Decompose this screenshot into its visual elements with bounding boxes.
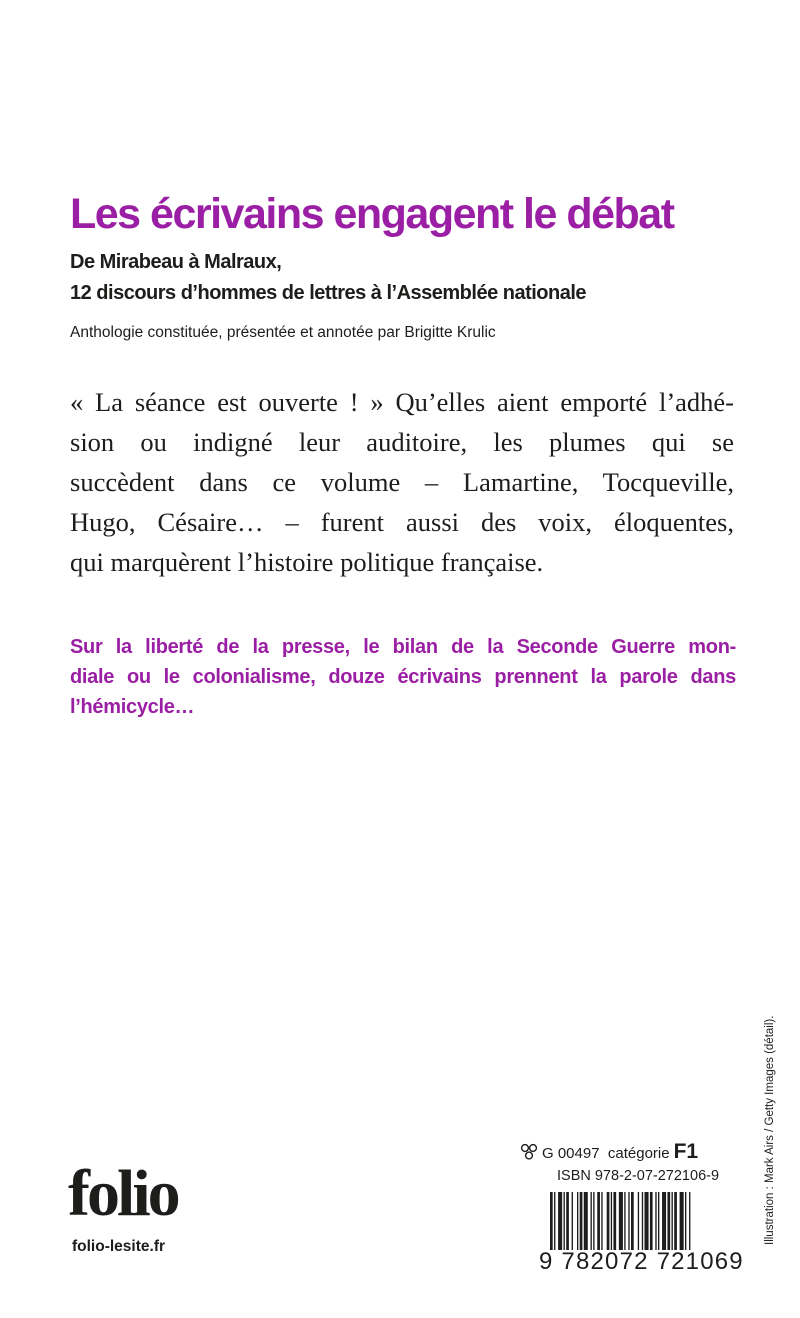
- category-code: F1: [673, 1140, 699, 1163]
- barcode-bar: [685, 1192, 686, 1250]
- folio-knot-icon: [520, 1143, 538, 1161]
- barcode-bar: [655, 1192, 656, 1250]
- pitch-paragraph: [70, 632, 736, 722]
- barcode-bar: [624, 1192, 625, 1250]
- blurb-line: succèdent dans ce volume – Lamartine, Tocqueville,: [70, 467, 734, 497]
- barcode-bar: [607, 1192, 610, 1250]
- barcode-bar: [558, 1192, 562, 1250]
- blurb-paragraph: [70, 382, 734, 582]
- blurb-line: « La séance est ouverte ! » Qu’elles aient emporté l’adhé-: [70, 387, 734, 417]
- barcode-bar: [566, 1192, 569, 1250]
- barcode-digits: 9 782072 721069: [539, 1248, 744, 1275]
- book-title: Les écrivains engagent le débat: [70, 190, 674, 238]
- pitch-line: diale ou le colonialisme, douze écrivains prennent la parole dans: [70, 666, 736, 688]
- barcode-bar: [674, 1192, 677, 1250]
- barcode-bar: [611, 1192, 612, 1250]
- barcode-bar: [619, 1192, 623, 1250]
- barcode-bar: [667, 1192, 670, 1250]
- barcode-bar: [662, 1192, 666, 1250]
- blurb-line: sion ou indigné leur auditoire, les plumes qui se: [70, 427, 734, 457]
- barcode-bar: [613, 1192, 616, 1250]
- illustration-credit: Illustration : Mark Airs / Getty Images (détail).: [764, 1015, 776, 1245]
- anthology-credit: Anthologie constituée, présentée et annotée par Brigitte Krulic: [70, 324, 496, 341]
- pitch-line: Sur la liberté de la presse, le bilan de la Seconde Guerre mon-: [70, 636, 736, 658]
- book-subtitle: [70, 247, 770, 309]
- barcode-bar: [650, 1192, 653, 1250]
- code-row: [520, 1140, 698, 1164]
- barcode-bar: [601, 1192, 602, 1250]
- barcode-bar: [672, 1192, 673, 1250]
- category-label: catégorie: [607, 1145, 670, 1162]
- barcode-bar: [597, 1192, 600, 1250]
- barcode: [550, 1192, 726, 1250]
- barcode-bar: [658, 1192, 659, 1250]
- barcode-bar: [631, 1192, 634, 1250]
- website-link[interactable]: folio-lesite.fr: [72, 1238, 166, 1255]
- subtitle-line-1: De Mirabeau à Malraux,: [70, 251, 282, 273]
- isbn: ISBN 978-2-07-272106-9: [557, 1168, 720, 1184]
- blurb-line: Hugo, Césaire… – furent aussi des voix, éloquentes,: [70, 507, 734, 537]
- barcode-bar: [645, 1192, 649, 1250]
- product-code: G 00497: [542, 1145, 600, 1162]
- barcode-bar: [628, 1192, 629, 1250]
- barcode-bar: [689, 1192, 690, 1250]
- folio-logo: folio: [68, 1157, 178, 1230]
- barcode-bar: [642, 1192, 643, 1250]
- barcode-bar: [550, 1192, 553, 1250]
- subtitle-line-2: 12 discours d’hommes de lettres à l’Assemblée nationale: [70, 282, 587, 304]
- barcode-bar: [638, 1192, 639, 1250]
- barcode-bar: [554, 1192, 555, 1250]
- barcode-bar: [580, 1192, 583, 1250]
- pitch-line: l’hémicycle…: [70, 696, 195, 718]
- barcode-bar: [593, 1192, 594, 1250]
- barcode-bar: [680, 1192, 684, 1250]
- blurb-line: qui marquèrent l’histoire politique française.: [70, 547, 544, 577]
- barcode-bar: [564, 1192, 565, 1250]
- barcode-bar: [591, 1192, 592, 1250]
- barcode-bar: [577, 1192, 578, 1250]
- barcode-bar: [584, 1192, 588, 1250]
- barcode-bar: [572, 1192, 573, 1250]
